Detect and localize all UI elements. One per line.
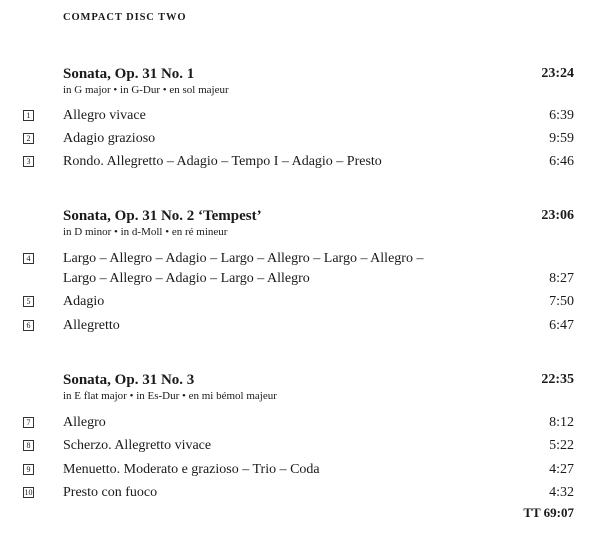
track-number-box: 4 [23, 253, 34, 264]
sonata-block [0, 66, 599, 96]
track-title: Allegro [63, 415, 106, 430]
track-number-box: 1 [23, 110, 34, 121]
sonata-duration: 23:06 [541, 208, 574, 223]
track-number-box: 8 [23, 440, 34, 451]
track-duration: 6:39 [549, 108, 574, 123]
track-number-box: 7 [23, 417, 34, 428]
sonata-key: in D minor • in d-Moll • en ré mineur [63, 226, 228, 238]
track-duration: 6:46 [549, 154, 574, 169]
total-time: TT 69:07 [523, 505, 574, 520]
track-title: Scherzo. Allegretto vivace [63, 438, 212, 453]
track-duration: 6:47 [549, 318, 574, 333]
track-duration: 9:59 [549, 131, 574, 146]
track-number-box: 10 [24, 488, 33, 497]
track-number-box: 5 [23, 296, 34, 307]
track-title: Allegretto [63, 318, 120, 333]
track-title: Adagio grazioso [63, 131, 156, 146]
track-duration: 7:50 [549, 294, 574, 309]
sonata-duration: 22:35 [541, 372, 574, 387]
track-duration: 8:27 [549, 271, 574, 286]
sonata-title: Sonata, Op. 31 No. 2 ‘Tempest’ [63, 208, 262, 224]
sonata-key: in E flat major • in Es-Dur • en mi bémol majeur [63, 390, 277, 402]
track-duration: 8:12 [549, 415, 574, 430]
track-title: Adagio [63, 294, 105, 309]
track-title: Allegro vivace [63, 108, 146, 123]
sonata-block [0, 372, 599, 402]
disc-heading: COMPACT DISC TWO [63, 12, 187, 23]
track-title: Rondo. Allegretto – Adagio – Tempo I – Adagio – Presto [63, 154, 382, 169]
sonata-block [0, 208, 599, 238]
track-number-box: 6 [23, 320, 34, 331]
track-number-box: 2 [23, 133, 34, 144]
track-duration: 4:32 [549, 485, 574, 500]
track-title-line-1: Largo – Allegro – Adagio – Largo – Allegro – Largo – Allegro – [63, 251, 424, 266]
track-title: Presto con fuoco [63, 485, 158, 500]
track-number-box: 3 [23, 156, 34, 167]
track-duration: 4:27 [549, 462, 574, 477]
track-title: Menuetto. Moderato e grazioso – Trio – Coda [63, 462, 320, 477]
sonata-title: Sonata, Op. 31 No. 1 [63, 66, 195, 82]
sonata-key: in G major • in G-Dur • en sol majeur [63, 84, 229, 96]
sonata-duration: 23:24 [541, 66, 574, 81]
track-title-line-2: Largo – Allegro – Adagio – Largo – Allegro [63, 271, 310, 286]
track-duration: 5:22 [549, 438, 574, 453]
track-number-box: 9 [23, 464, 34, 475]
sonata-title: Sonata, Op. 31 No. 3 [63, 372, 195, 388]
